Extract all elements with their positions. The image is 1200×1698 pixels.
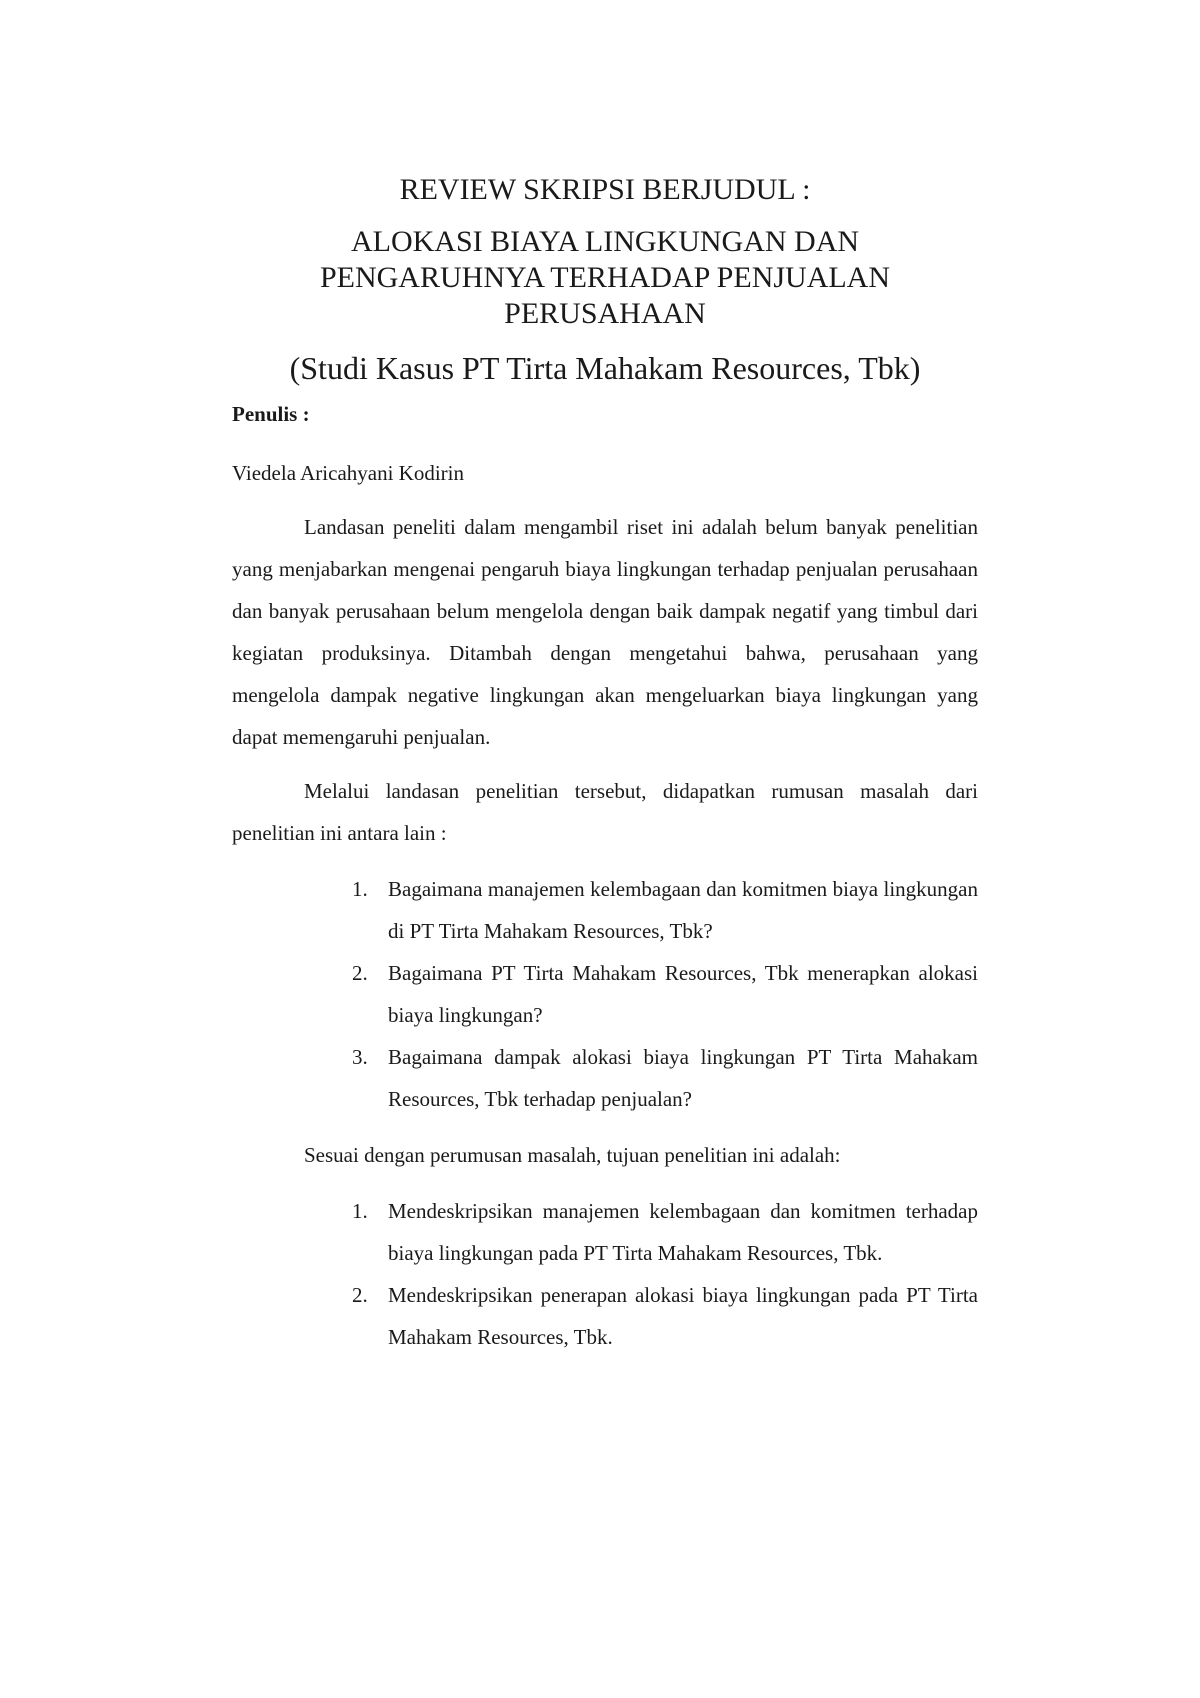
thesis-title-line-3: PERUSAHAAN (504, 297, 706, 330)
author-name: Viedela Aricahyani Kodirin (232, 461, 464, 485)
list-item-text: Bagaimana PT Tirta Mahakam Resources, Tbk menerapkan alokasi biaya lingkungan? (388, 961, 978, 1027)
list-item-text: Mendeskripsikan penerapan alokasi biaya lingkungan pada PT Tirta Mahakam Resources, Tbk. (388, 1283, 978, 1349)
problem-intro-paragraph: Melalui landasan penelitian tersebut, didapatkan rumusan masalah dari penelitian ini antara lain : (232, 779, 978, 845)
thesis-title-line-2: PENGARUHNYA TERHADAP PENJUALAN (319, 261, 891, 294)
thesis-title-line-1: ALOKASI BIAYA LINGKUNGAN DAN (350, 225, 860, 258)
list-item-text: Bagaimana manajemen kelembagaan dan komitmen biaya lingkungan di PT Tirta Mahakam Resources, Tbk? (388, 877, 978, 943)
list-number: 3. (352, 1045, 368, 1069)
list-item-text: Bagaimana dampak alokasi biaya lingkungan PT Tirta Mahakam Resources, Tbk terhadap penjualan? (388, 1045, 978, 1111)
goal-list (232, 1190, 978, 1358)
list-number: 1. (352, 1199, 368, 1223)
list-item (232, 952, 978, 1036)
list-item (232, 1274, 978, 1358)
author-label: Penulis : (232, 402, 310, 426)
list-item-text: Mendeskripsikan manajemen kelembagaan dan komitmen terhadap biaya lingkungan pada PT Tirta Mahakam Resources, Tbk. (388, 1199, 978, 1265)
goal-intro-paragraph: Sesuai dengan perumusan masalah, tujuan penelitian ini adalah: (304, 1143, 841, 1167)
list-item (232, 1036, 978, 1120)
list-number: 2. (352, 961, 368, 985)
background-paragraph: Landasan peneliti dalam mengambil riset ini adalah belum banyak penelitian yang menjabarkan mengenai pengaruh biaya lingkungan terhadap penjualan perusahaan dan banyak perusahaan belum mengelola dengan baik dampak negatif yang timbul dari kegiatan produksinya. Ditambah dengan mengetahui bahwa, perusahaan yang mengelola dampak negative lingkungan akan mengeluarkan biaya lingkungan yang dapat memengaruhi penjualan. (232, 515, 978, 749)
document-content (232, 172, 978, 1372)
list-number: 2. (352, 1283, 368, 1307)
problem-list (232, 868, 978, 1120)
list-item (232, 1190, 978, 1274)
list-number: 1. (352, 877, 368, 901)
case-study-subtitle: (Studi Kasus PT Tirta Mahakam Resources, Tbk) (289, 350, 921, 386)
review-heading: REVIEW SKRIPSI BERJUDUL : (399, 173, 811, 206)
list-item (232, 868, 978, 952)
thesis-title (232, 224, 978, 332)
